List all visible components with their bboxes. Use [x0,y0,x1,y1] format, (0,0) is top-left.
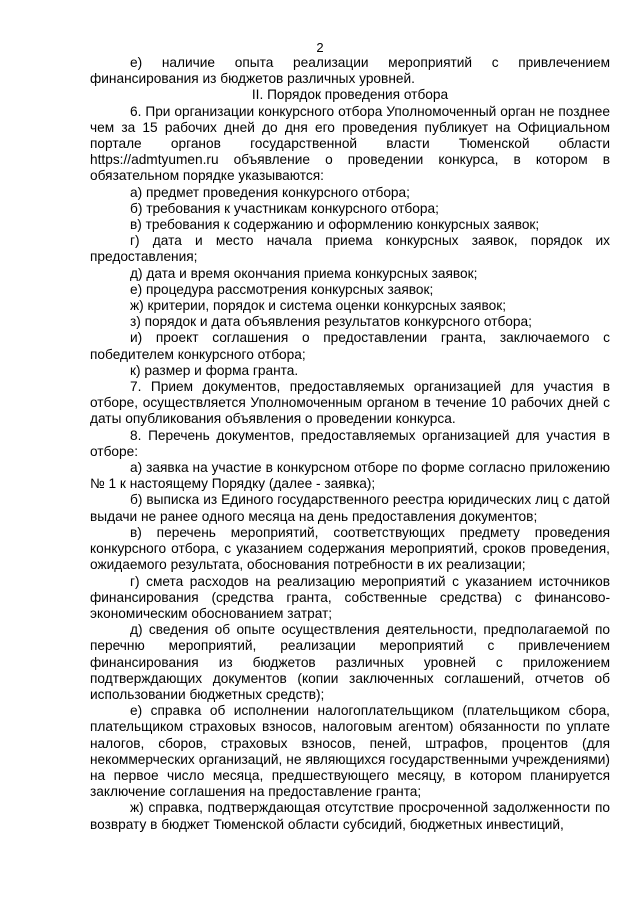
list-item: г) смета расходов на реализацию мероприятий с указанием источников финансирования (средства гранта, собственные средства) с финансово-экономическим обоснованием затрат; [90,573,610,621]
list-item: д) сведения об опыте осуществления деятельности, предполагаемой по перечню мероприятий, реализации мероприятий с привлечением финансирования из бюджетов различных уровней с приложением подтверждающих документов (копии заключенных соглашений, отчетов об использовании бюджетных средств); [90,622,610,702]
list-item: в) перечень мероприятий, соответствующих предмету проведения конкурсного отбора, с указанием содержания мероприятий, сроков проведения, ожидаемого результата, обоснования потребности в их реализации; [90,524,610,573]
list-item: в) требования к содержанию и оформлению конкурсных заявок; [130,217,540,233]
list-item: з) порядок и дата объявления результатов конкурсного отбора; [130,314,532,330]
document-body [90,55,610,833]
list-item: и) проект соглашения о предоставлении гранта, заключаемого с победителем конкурсного отбора; [90,330,610,362]
list-item: ж) критерии, порядок и система оценки конкурсных заявок; [130,298,506,314]
paragraph: 8. Перечень документов, предоставляемых организацией для участия в отборе: [90,427,610,459]
list-item: б) выписка из Единого государственного реестра юридических лиц с датой выдачи не ранее одного месяца на день предоставления документов; [90,492,610,524]
list-item: а) заявка на участие в конкурсном отборе по форме согласно приложению № 1 к настоящему Порядку (далее - заявка); [90,460,610,492]
list-item: а) предмет проведения конкурсного отбора; [130,184,410,200]
list-item: б) требования к участникам конкурсного отбора; [130,200,439,216]
paragraph: 7. Прием документов, предоставляемых организацией для участия в отборе, осуществляется Уполномоченным органом в течение 10 рабочих дней с даты опубликования объявления о проведении конкурса. [90,379,610,427]
list-item: к) размер и форма гранта. [130,362,299,378]
list-item: е) справка об исполнении налогоплательщиком (плательщиком сбора, плательщиком страховых взносов, налоговым агентом) обязанности по уплате налогов, сборов, страховых взносов, пеней, штрафов, процентов (для некоммерческих организаций, не являющихся государственными учреждениями) на первое число месяца, предшествующего месяцу, в котором планируется заключение соглашения на предоставление гранта; [90,703,610,800]
list-item: е) процедура рассмотрения конкурсных заявок; [130,281,434,297]
paragraph: 6. При организации конкурсного отбора Уполномоченный орган не позднее чем за 15 рабочих дней до дня его проведения публикует на Официальном портале органов государственной власти Тюменской области https://admtyumen.ru объявление о проведении конкурса, в котором в обязательном порядке указываются: [90,103,610,184]
list-item: ж) справка, подтверждающая отсутствие просроченной задолженности по возврату в бюджет Тюменской области субсидий, бюджетных инвестиций, [90,800,610,832]
page-number: 2 [316,40,324,55]
section-heading: II. Порядок проведения отбора [251,87,449,103]
list-item: г) дата и место начала приема конкурсных заявок, порядок их предоставления; [90,233,610,265]
paragraph: е) наличие опыта реализации мероприятий с привлечением финансирования из бюджетов различных уровней. [90,55,610,87]
list-item: д) дата и время окончания приема конкурсных заявок; [130,265,478,281]
